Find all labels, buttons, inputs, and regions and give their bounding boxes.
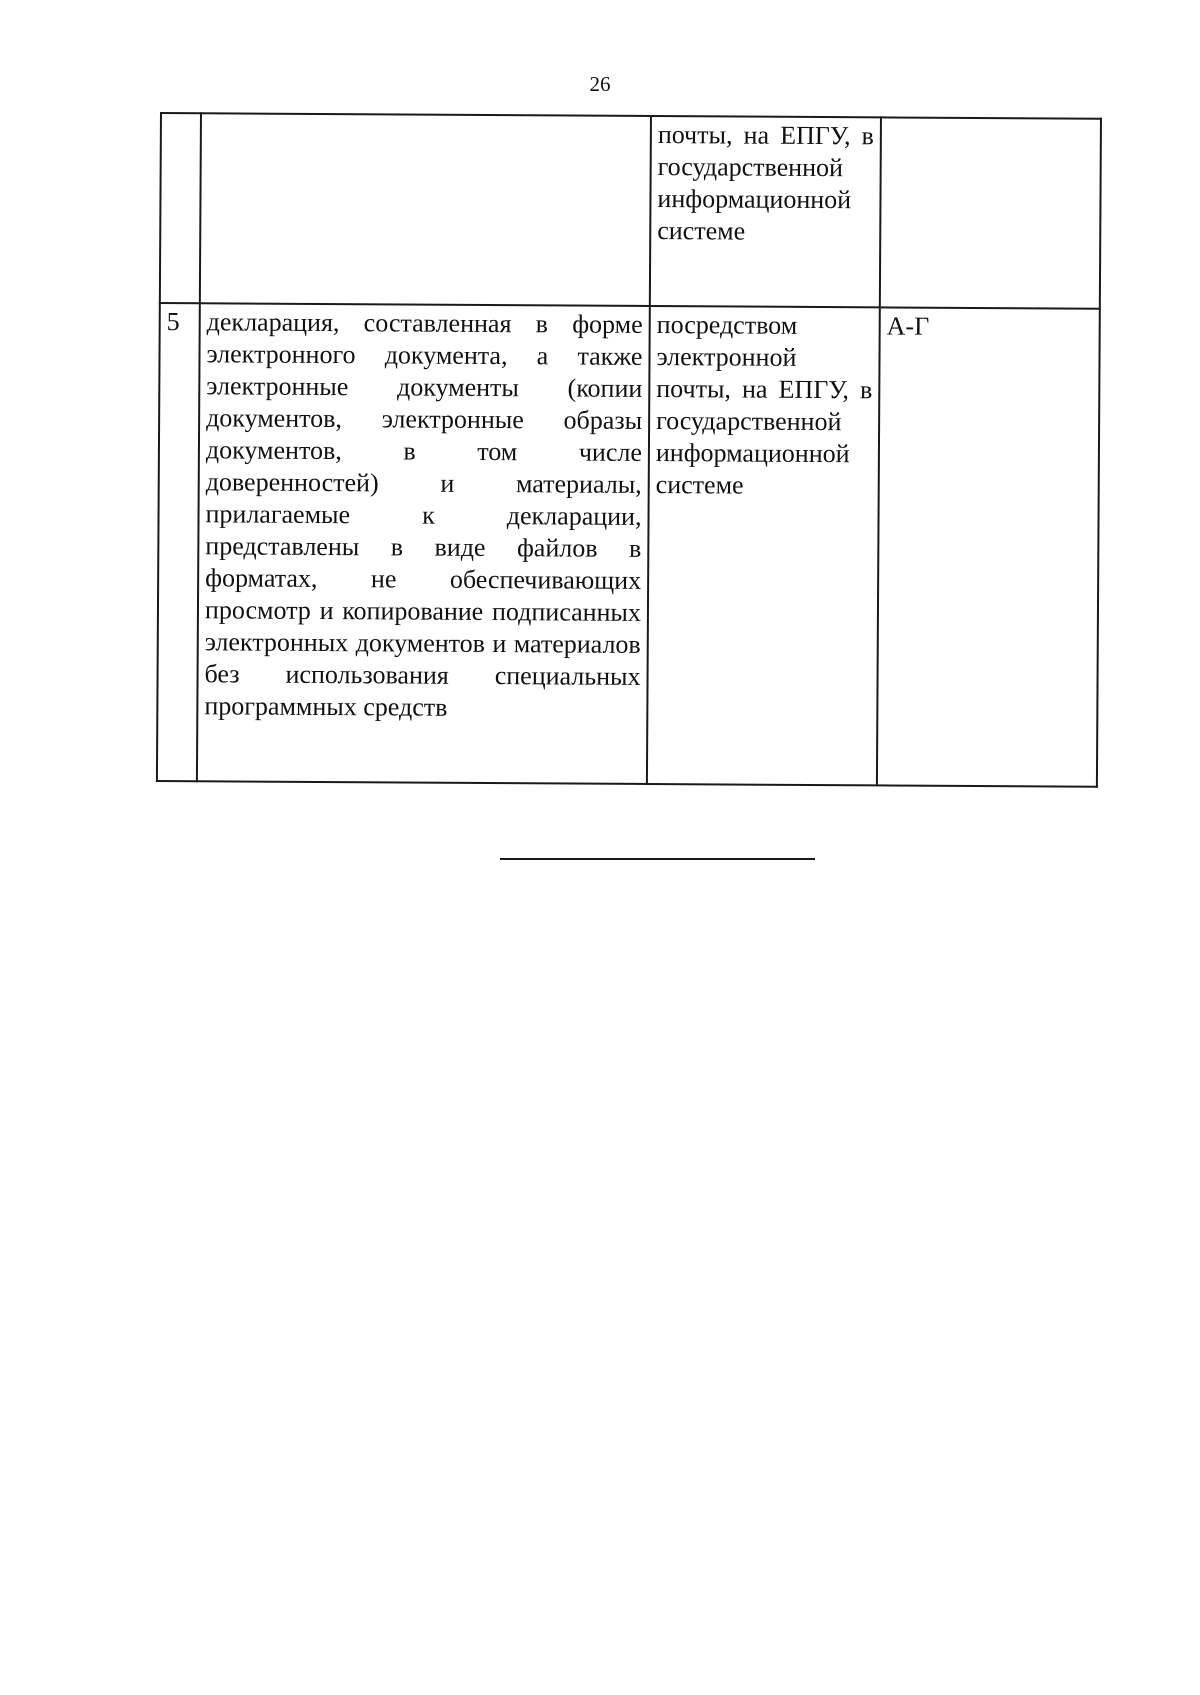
- table-row: [157, 303, 1100, 787]
- end-of-section-rule: [500, 858, 815, 860]
- submission-method-cell: посредством электронной почты, на ЕПГУ, в государственной информационной системе: [647, 306, 880, 785]
- page-number: 26: [589, 72, 611, 96]
- category-code-cell: А-Г: [877, 307, 1100, 786]
- requirements-table: [156, 112, 1102, 788]
- description-cell: [200, 113, 651, 306]
- category-code-cell: [880, 117, 1101, 308]
- description-cell: декларация, составленная в форме электронного документа, а также электронные документы (копии документов, электронные образы документов, в том числе доверенностей) и материалы, прилагаемые к декларации, представлены в виде файлов в форматах, не обеспечивающих просмотр и копирование подписанных электронных документов и материалов без использования специальных программных средств: [197, 303, 650, 784]
- table-row: [160, 113, 1101, 309]
- row-number-cell: [160, 113, 201, 303]
- submission-method-cell: почты, на ЕПГУ, в государственной информационной системе: [650, 116, 881, 307]
- row-number-cell: 5: [157, 303, 200, 781]
